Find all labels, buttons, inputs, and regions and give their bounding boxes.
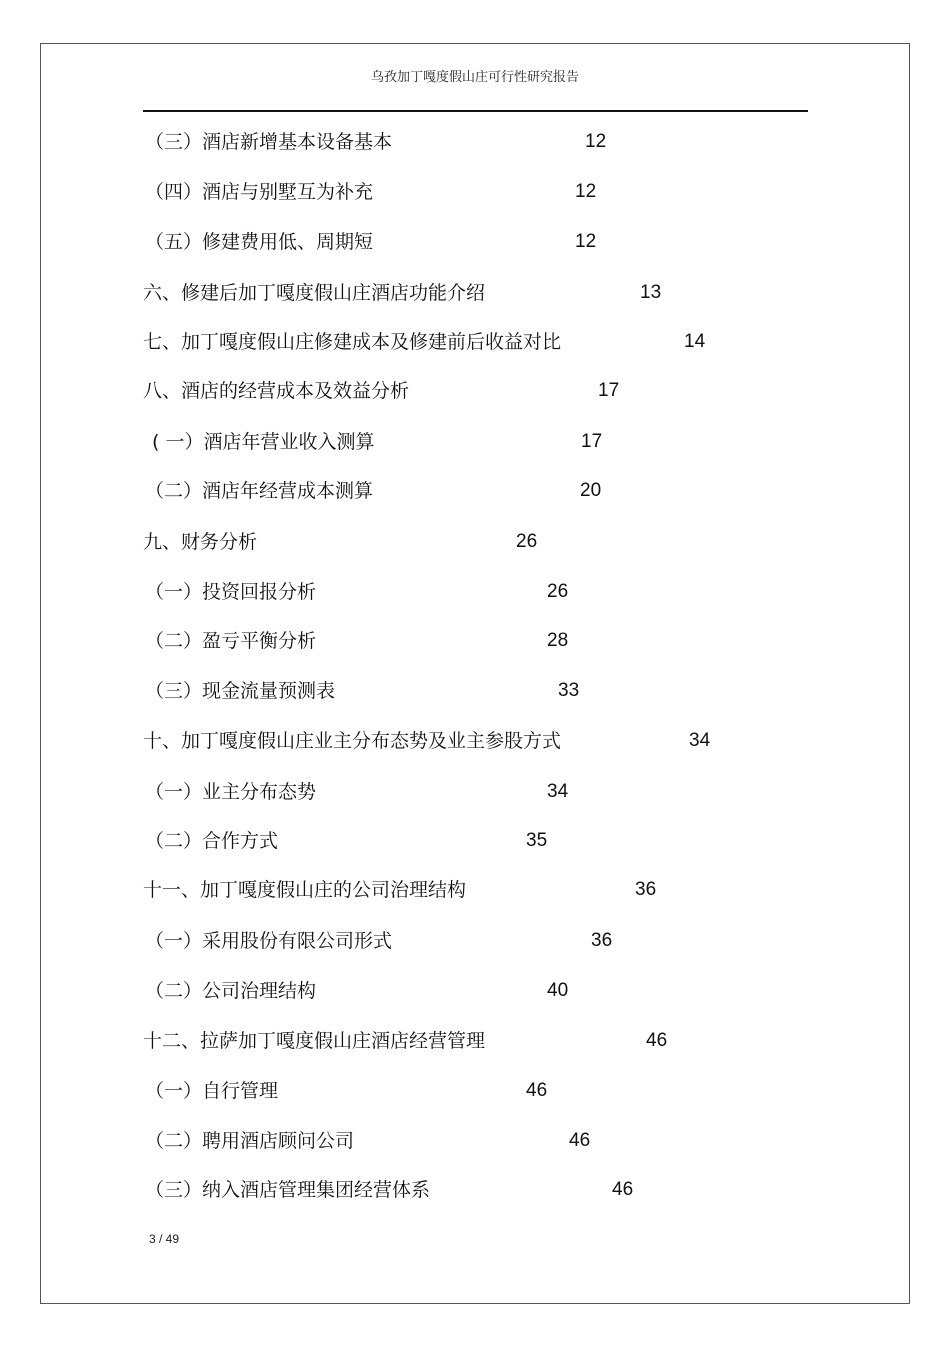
toc-entry-page: 36 — [635, 879, 657, 900]
toc-entry[interactable] — [0, 777, 950, 807]
toc-entry-title: （三）现金流量预测表 — [145, 680, 336, 702]
toc-entry[interactable] — [0, 527, 950, 557]
toc-entry[interactable] — [0, 476, 950, 506]
toc-entry-title: 八、酒店的经营成本及效益分析 — [143, 380, 410, 402]
toc-entry[interactable] — [0, 1026, 950, 1056]
toc-entry-page: 26 — [516, 531, 538, 552]
toc-entry-page: 46 — [646, 1030, 668, 1051]
toc-entry[interactable] — [0, 177, 950, 207]
toc-entry-title: （二）合作方式 — [145, 830, 279, 852]
toc-entry[interactable] — [0, 327, 950, 357]
toc-entry-page: 34 — [547, 781, 569, 802]
toc-entry-title: 十二、拉萨加丁嘎度假山庄酒店经营管理 — [143, 1030, 486, 1052]
toc-entry-page: 46 — [612, 1179, 634, 1200]
toc-entry-title: 九、财务分析 — [143, 531, 258, 553]
toc-entry-page: 46 — [569, 1130, 591, 1151]
toc-entry-page: 17 — [598, 380, 620, 401]
toc-entry-page: 36 — [591, 930, 613, 951]
toc-entry[interactable] — [0, 1076, 950, 1106]
toc-entry-title: （二）聘用酒店顾问公司 — [145, 1130, 355, 1152]
toc-entry[interactable] — [0, 826, 950, 856]
toc-entry-title: ( 一）酒店年营业收入测算 — [152, 431, 375, 453]
toc-entry-title: 七、加丁嘎度假山庄修建成本及修建前后收益对比 — [143, 331, 562, 353]
toc-entry-title: （二）公司治理结构 — [145, 980, 317, 1002]
toc-entry-title: 十一、加丁嘎度假山庄的公司治理结构 — [143, 879, 467, 901]
toc-entry-page: 26 — [547, 581, 569, 602]
toc-entry[interactable] — [0, 278, 950, 308]
document-header: 乌孜加丁嘎度假山庄可行性研究报告 — [370, 70, 579, 85]
toc-entry-page: 34 — [689, 730, 711, 751]
toc-entry-title: （一）自行管理 — [145, 1080, 279, 1102]
toc-entry[interactable] — [0, 875, 950, 905]
toc-entry-title: （二）酒店年经营成本测算 — [145, 480, 374, 502]
toc-entry-title: （三）纳入酒店管理集团经营体系 — [145, 1179, 431, 1201]
toc-entry[interactable] — [0, 376, 950, 406]
toc-entry[interactable] — [0, 726, 950, 756]
toc-entry-page: 13 — [640, 282, 662, 303]
toc-entry-page: 17 — [581, 431, 603, 452]
toc-entry[interactable] — [0, 1175, 950, 1205]
toc-entry[interactable] — [0, 976, 950, 1006]
toc-entry-title: 十、加丁嘎度假山庄业主分布态势及业主参股方式 — [143, 730, 562, 752]
toc-entry[interactable] — [0, 926, 950, 956]
toc-entry-title: （一）业主分布态势 — [145, 781, 317, 803]
toc-entry[interactable] — [0, 227, 950, 257]
toc-entry-title: （五）修建费用低、周期短 — [145, 231, 374, 253]
toc-entry-title: （三）酒店新增基本设备基本 — [145, 131, 393, 153]
toc-entry[interactable] — [0, 626, 950, 656]
toc-entry[interactable] — [0, 127, 950, 157]
toc-entry[interactable] — [0, 676, 950, 706]
toc-entry-page: 33 — [558, 680, 580, 701]
toc-entry-page: 28 — [547, 630, 569, 651]
toc-entry-page: 14 — [684, 331, 706, 352]
page-number-footer: 3 / 49 — [149, 1232, 180, 1246]
toc-entry[interactable] — [0, 577, 950, 607]
toc-entry-page: 12 — [575, 231, 597, 252]
toc-entry-page: 40 — [547, 980, 569, 1001]
toc-entry-page: 35 — [526, 830, 548, 851]
toc-entry-page: 46 — [526, 1080, 548, 1101]
toc-entry[interactable] — [0, 427, 950, 457]
toc-entry-title: （一）采用股份有限公司形式 — [145, 930, 393, 952]
toc-entry-title: （一）投资回报分析 — [145, 581, 317, 603]
toc-entry[interactable] — [0, 1126, 950, 1156]
toc-entry-title: 六、修建后加丁嘎度假山庄酒店功能介绍 — [143, 282, 486, 304]
toc-entry-title: （四）酒店与别墅互为补充 — [145, 181, 374, 203]
toc-entry-page: 12 — [575, 181, 597, 202]
toc-entry-page: 12 — [585, 131, 607, 152]
toc-entry-page: 20 — [580, 480, 602, 501]
toc-entry-title: （二）盈亏平衡分析 — [145, 630, 317, 652]
